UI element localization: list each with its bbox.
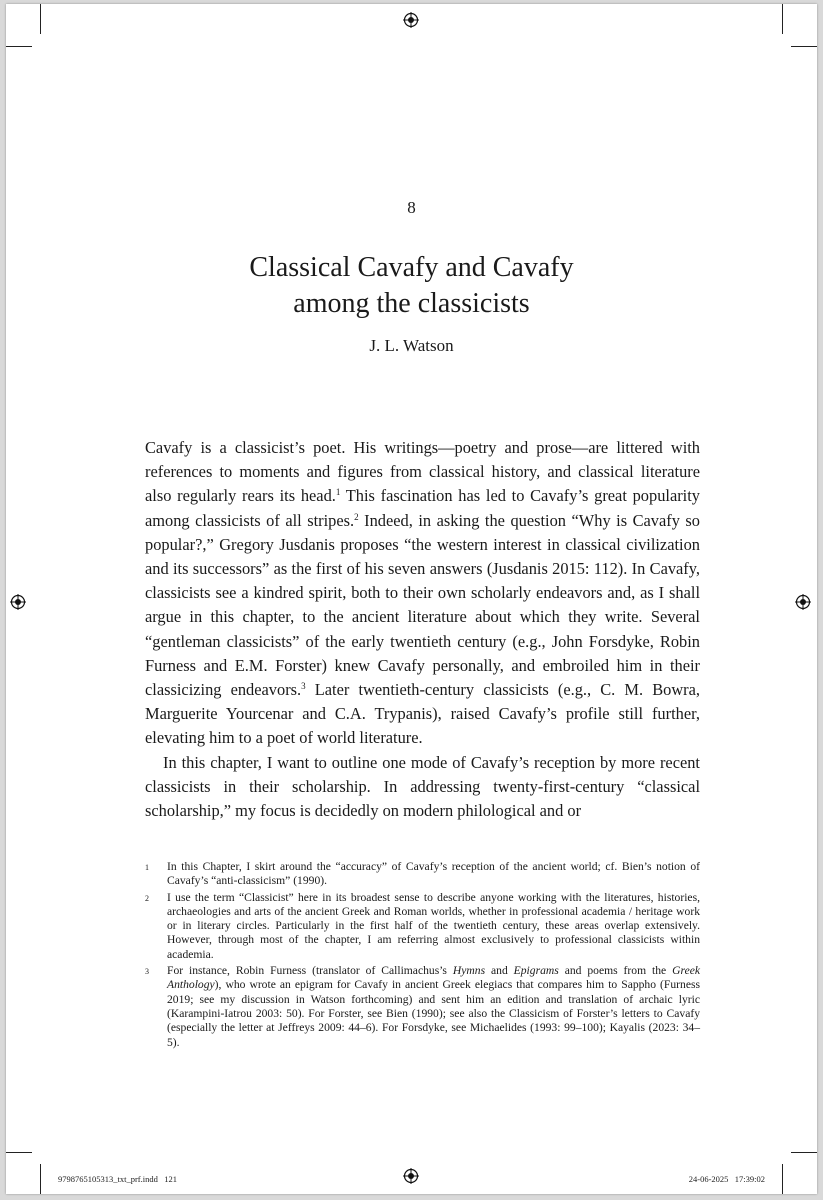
paragraph-text: Indeed, in asking the question “Why is Cavafy so popular?,” Gregory Jusdanis proposes “the western interest in classical civilization and its successors” as the first of his seven answers (Jusdanis 2015: 112). In Cavafy, classicists see a kindred spirit, both to their own scholarly endeavors and, as I shall argue in this chapter, to the ancient literature about which they write. Several “gentleman classicists” of the early twentieth century (e.g., John Forsdyke, Robin Furness and E.M. Forster) knew Cavafy personally, and embroiled him in their classicizing endeavors.	[145, 510, 701, 700]
footnote-mark: 2	[145, 893, 149, 903]
footnote-text: For instance, Robin Furness (translator of Callimachus’s Hymns and Epigrams and poems from the Greek Anthology), who wrote an epigram for Cavafy in ancient Greek elegiacs that compares him to Sappho (Furness 2019; see my discussion in Watson forthcoming) and sent him an edition and translation of archaic lyric (Karampini-Iatrou 2003: 50). For Forster, see Bien (1990); see also the Classicism of Forster’s letters to Cavafy (especially the letter at Jeffreys 2009: 44–6). For Forsdyke, see Michaelides (1993: 99–100); Kayalis (2023: 34–5).	[167, 964, 701, 1049]
crop-mark	[40, 1164, 41, 1194]
footnote-ref[interactable]: 3	[301, 681, 306, 692]
chapter-author: J. L. Watson	[369, 336, 454, 355]
crop-mark	[782, 1164, 783, 1194]
slug-file-info: 9798765105313_txt_prf.indd 121	[58, 1174, 177, 1184]
crop-mark	[40, 4, 41, 34]
body-text	[145, 436, 700, 823]
paragraph-text: This fascination has led to Cavafy’s great popularity among classicists of all stripes.	[145, 486, 700, 530]
chapter-number: 8	[407, 198, 416, 217]
footnote	[145, 964, 700, 1050]
chapter-title-line-2: among the classicists	[293, 288, 530, 319]
footnote-text: In this Chapter, I skirt around the “accuracy” of Cavafy’s reception of the ancient world; cf. Bien’s notion of Cavafy’s “anti-classicism” (1990).	[167, 860, 700, 888]
footnote-text: I use the term “Classicist” here in its broadest sense to describe anyone working with the literatures, histories, archaeologies and arts of the ancient Greek and Roman worlds, whether in professional academia / heritage work or in literary circles. Particularly in the first half of the twentieth century, these areas overlap extensively. However, through most of the chapter, I am referring almost exclusively to professional classicists within academia.	[167, 890, 700, 961]
paragraph-text: Cavafy is a classicist’s poet. His writings—poetry and prose—are littered with references to moments and figures from classical history, and classical literature also regularly rears its head.	[145, 438, 700, 506]
footnote	[145, 860, 700, 889]
registration-mark-icon	[403, 1168, 419, 1184]
registration-mark-icon	[403, 12, 419, 28]
chapter-title	[6, 250, 817, 322]
crop-mark	[6, 1152, 32, 1153]
footnote-ref[interactable]: 2	[354, 511, 359, 522]
paragraph	[145, 436, 700, 751]
paragraph: In this chapter, I want to outline one mode of Cavafy’s reception by more recent classicists in their scholarship. In addressing twenty-first-century “classical scholarship,” my focus is decidedly on modern philological and or	[145, 752, 700, 821]
crop-mark	[791, 46, 817, 47]
registration-mark-icon	[795, 594, 811, 610]
footnote	[145, 891, 700, 962]
paragraph-text: Later twentieth-century classicists (e.g., C. M. Bowra, Marguerite Yourcenar and C.A. Trypanis), raised Cavafy’s profile still further, elevating him to a poet of world literature.	[145, 680, 700, 748]
slug-date-info: 24-06-2025 17:39:02	[688, 1174, 765, 1184]
footnotes	[145, 860, 700, 1052]
footnote-ref[interactable]: 1	[335, 487, 341, 498]
crop-mark	[6, 46, 32, 47]
footnote-mark: 1	[145, 863, 149, 872]
footnote-mark: 3	[145, 967, 149, 977]
chapter-title-line-1: Classical Cavafy and Cavafy	[249, 252, 574, 283]
document-page	[6, 4, 817, 1194]
registration-mark-icon	[10, 594, 26, 610]
crop-mark	[791, 1152, 817, 1153]
crop-mark	[782, 4, 783, 34]
